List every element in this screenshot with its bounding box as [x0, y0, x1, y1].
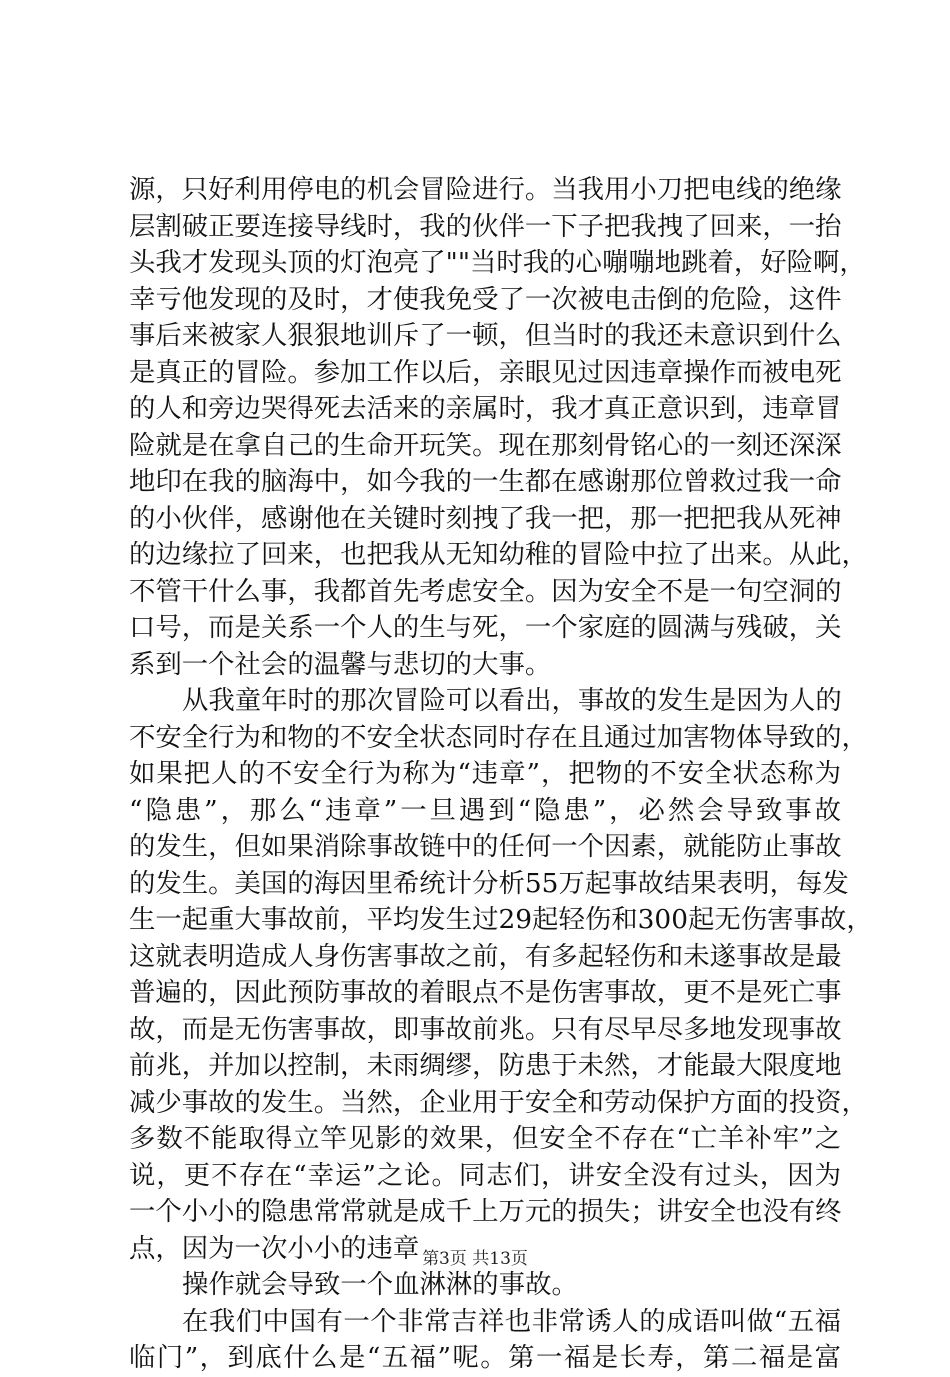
text-line: 生一起重大事故前，平均发生过29起轻伤和300起无伤害事故， [129, 904, 873, 935]
text-line: 多数不能取得立竿见影的效果，但安全不存在“亡羊补牢”之 [129, 1123, 841, 1154]
text-line: 前兆，并加以控制，未雨绸缪，防患于未然，才能最大限度地 [129, 1050, 842, 1081]
text-line: 的小伙伴，感谢他在关键时刻拽了我一把，那一把把我从死神 [129, 502, 842, 534]
text-line: 的人和旁边哭得死去活来的亲属时，我才真正意识到，违章冒 [129, 393, 842, 424]
text-line: 源，只好利用停电的机会冒险进行。当我用小刀把电线的绝缘 [129, 174, 842, 205]
text-line: 这就表明造成人身伤害事故之前，有多起轻伤和未遂事故是最 [129, 940, 842, 972]
text-line: 头我才发现头顶的灯泡亮了""当时我的心嘣嘣地跳着，好险啊， [129, 247, 866, 278]
text-line: 口号，而是关系一个人的生与死，一个家庭的圆满与残破，关 [129, 612, 842, 643]
paragraph-start-line: 从我童年时的那次冒险可以看出，事故的发生是因为人的 [182, 685, 842, 716]
text-line: 幸亏他发现的及时，才使我免受了一次被电击倒的危险，这件 [129, 283, 842, 315]
text-line: 事后来被家人狠狠地训斥了一顿，但当时的我还未意识到什么 [129, 320, 842, 351]
text-line: “隐患”，那么“违章”一旦遇到“隐患”，必然会导致事故 [129, 794, 841, 826]
text-line: 临门”，到底什么是“五福”呢。第一福是长寿，第二福是富 [129, 1342, 841, 1373]
text-line: 普遍的，因此预防事故的着眼点不是伤害事故，更不是死亡事 [129, 977, 842, 1008]
text-line: 减少事故的发生。当然，企业用于安全和劳动保护方面的投资， [129, 1086, 868, 1118]
text-line: 系到一个社会的温馨与悲切的大事。 [129, 648, 552, 680]
text-line: 不管干什么事，我都首先考虑安全。因为安全不是一句空洞的 [129, 575, 842, 607]
text-line: 的发生，但如果消除事故链中的任何一个因素，就能防止事故 [129, 831, 842, 862]
text-line: 一个小小的隐患常常就是成千上万元的损失；讲安全也没有终 [129, 1196, 842, 1227]
paragraph-start-line: 操作就会导致一个血淋淋的事故。 [182, 1269, 578, 1300]
text-line: 是真正的冒险。参加工作以后，亲眼见过因违章操作而被电死 [129, 356, 842, 388]
document-body [129, 172, 873, 1377]
page-number-footer: 第3页 共13页 [422, 1249, 528, 1269]
paragraph-start-line: 在我们中国有一个非常吉祥也非常诱人的成语叫做“五福 [182, 1305, 841, 1337]
text-line: 说，更不存在“幸运”之论。同志们，讲安全没有过头，因为 [129, 1159, 841, 1191]
text-line: 地印在我的脑海中，如今我的一生都在感谢那位曾救过我一命 [129, 466, 842, 497]
text-line: 的发生。美国的海因里希统计分析55万起事故结果表明，每发 [129, 867, 849, 899]
text-line: 点，因为一次小小的违章 [129, 1232, 420, 1264]
text-line: 险就是在拿自己的生命开玩笑。现在那刻骨铭心的一刻还深深 [129, 429, 842, 461]
text-line: 层割破正要连接导线时，我的伙伴一下子把我拽了回来，一抬 [129, 210, 842, 242]
text-line: 故，而是无伤害事故，即事故前兆。只有尽早尽多地发现事故 [129, 1013, 842, 1045]
text-line: 的边缘拉了回来，也把我从无知幼稚的冒险中拉了出来。从此， [129, 539, 868, 570]
text-line: 如果把人的不安全行为称为“违章”，把物的不安全状态称为 [129, 758, 841, 789]
text-line: 不安全行为和物的不安全状态同时存在且通过加害物体导致的， [129, 721, 868, 753]
